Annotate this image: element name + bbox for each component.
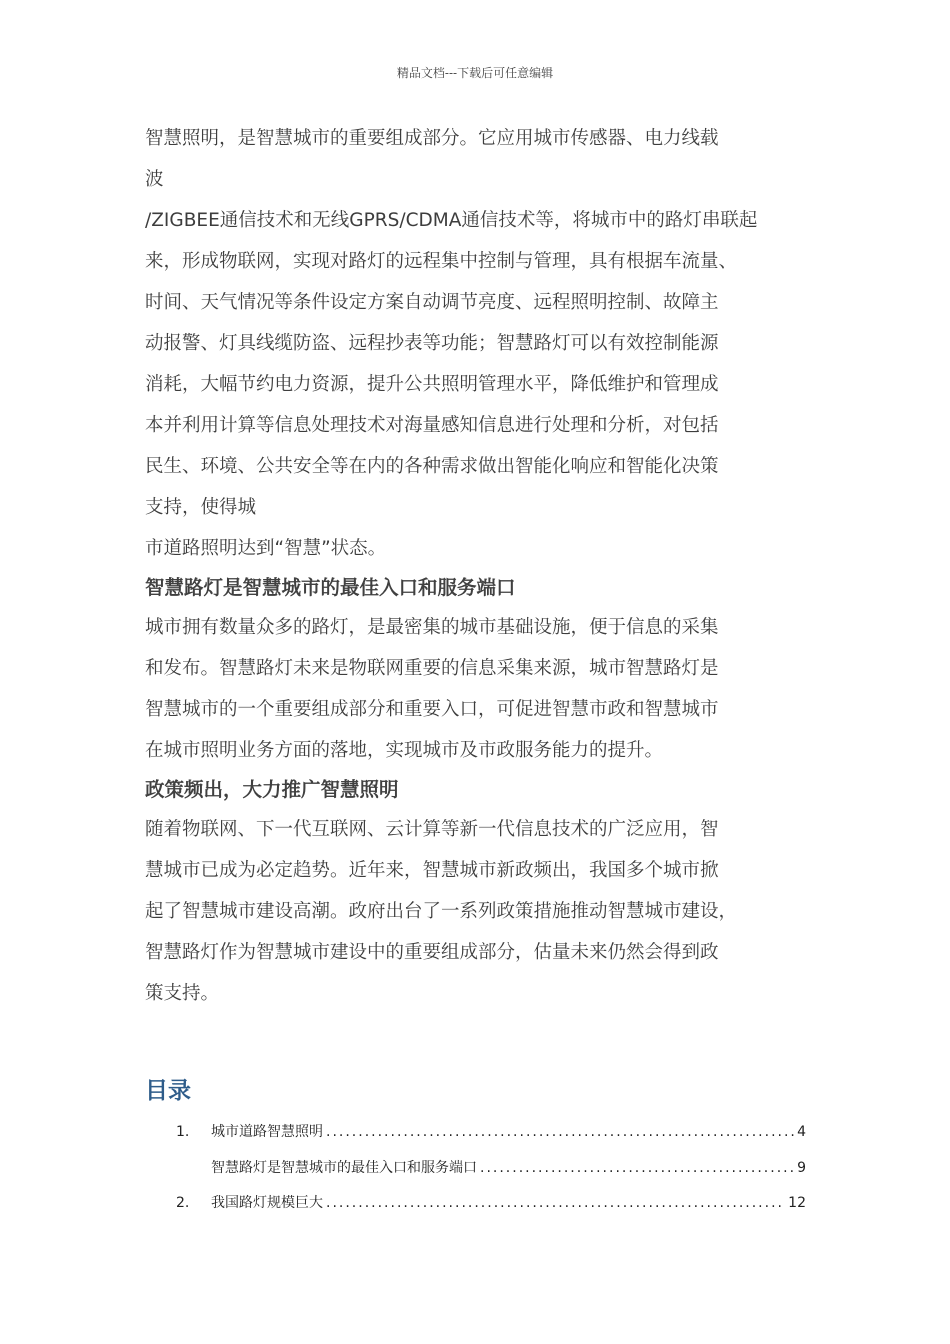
paragraph-line: 起了智慧城市建设高潮。政府出台了一系列政策措施推动智慧城市建设， (145, 901, 738, 922)
paragraph-line: 和发布。智慧路灯未来是物联网重要的信息采集来源，城市智慧路灯是 (145, 658, 719, 679)
toc-entry-page: 4 (797, 1124, 806, 1140)
toc-entry-page: 9 (797, 1160, 806, 1176)
paragraph-line: 动报警、灯具线缆防盗、远程抄表等功能；智慧路灯可以有效控制能源 (145, 333, 719, 354)
paragraph-line: 波 (145, 169, 164, 190)
paragraph-line: 本并利用计算等信息处理技术对海量感知信息进行处理和分析，对包括 (145, 415, 719, 436)
toc-entry[interactable] (176, 1192, 806, 1214)
section-heading: 政策频出，大力推广智慧照明 (145, 778, 399, 801)
paragraph-line: 城市拥有数量众多的路灯，是最密集的城市基础设施，便于信息的采集 (145, 617, 719, 638)
page-header: 精品文档---下载后可任意编辑 (396, 66, 554, 80)
paragraph-line: 智慧城市的一个重要组成部分和重要入口，可促进智慧市政和智慧城市 (145, 699, 719, 720)
toc-leader-dots (326, 1195, 785, 1211)
toc-entry-label: 城市道路智慧照明 (211, 1124, 323, 1140)
paragraph-line: 来，形成物联网，实现对路灯的远程集中控制与管理，具有根据车流量、 (145, 251, 738, 272)
paragraph-line: 时间、天气情况等条件设定方案自动调节亮度、远程照明控制、故障主 (145, 292, 719, 313)
paragraph-line: 智慧路灯作为智慧城市建设中的重要组成部分，估量未来仍然会得到政 (145, 942, 719, 963)
toc-entry-number: 1. (176, 1124, 190, 1140)
toc-leader-dots (480, 1160, 794, 1176)
toc-entry-number: 2. (176, 1195, 190, 1211)
paragraph-line: 民生、环境、公共安全等在内的各种需求做出智能化响应和智能化决策 (145, 456, 719, 477)
toc-entry[interactable] (176, 1121, 806, 1143)
paragraph-line: /ZIGBEE通信技术和无线GPRS/CDMA通信技术等，将城市中的路灯串联起 (145, 210, 758, 231)
toc-leader-dots (326, 1124, 794, 1140)
toc-title: 目录 (145, 1078, 191, 1104)
section-heading: 智慧路灯是智慧城市的最佳入口和服务端口 (145, 576, 516, 599)
paragraph-line: 消耗，大幅节约电力资源，提升公共照明管理水平，降低维护和管理成 (145, 374, 719, 395)
toc-entry-page: 12 (788, 1195, 806, 1211)
paragraph-line: 慧城市已成为必定趋势。近年来，智慧城市新政频出，我国多个城市掀 (145, 860, 719, 881)
toc-entry-label: 我国路灯规模巨大 (211, 1195, 323, 1211)
paragraph-line: 在城市照明业务方面的落地，实现城市及市政服务能力的提升。 (145, 740, 664, 761)
paragraph-line: 策支持。 (145, 983, 220, 1004)
toc-entry-label: 智慧路灯是智慧城市的最佳入口和服务端口 (211, 1160, 477, 1176)
paragraph-line: 智慧照明，是智慧城市的重要组成部分。它应用城市传感器、电力线载 (145, 128, 719, 149)
toc-entry[interactable] (176, 1157, 806, 1179)
paragraph-line: 市道路照明达到“智慧”状态。 (145, 538, 387, 559)
paragraph-line: 随着物联网、下一代互联网、云计算等新一代信息技术的广泛应用，智 (145, 819, 719, 840)
paragraph-line: 支持，使得城 (145, 497, 257, 518)
body-text (145, 118, 805, 1014)
